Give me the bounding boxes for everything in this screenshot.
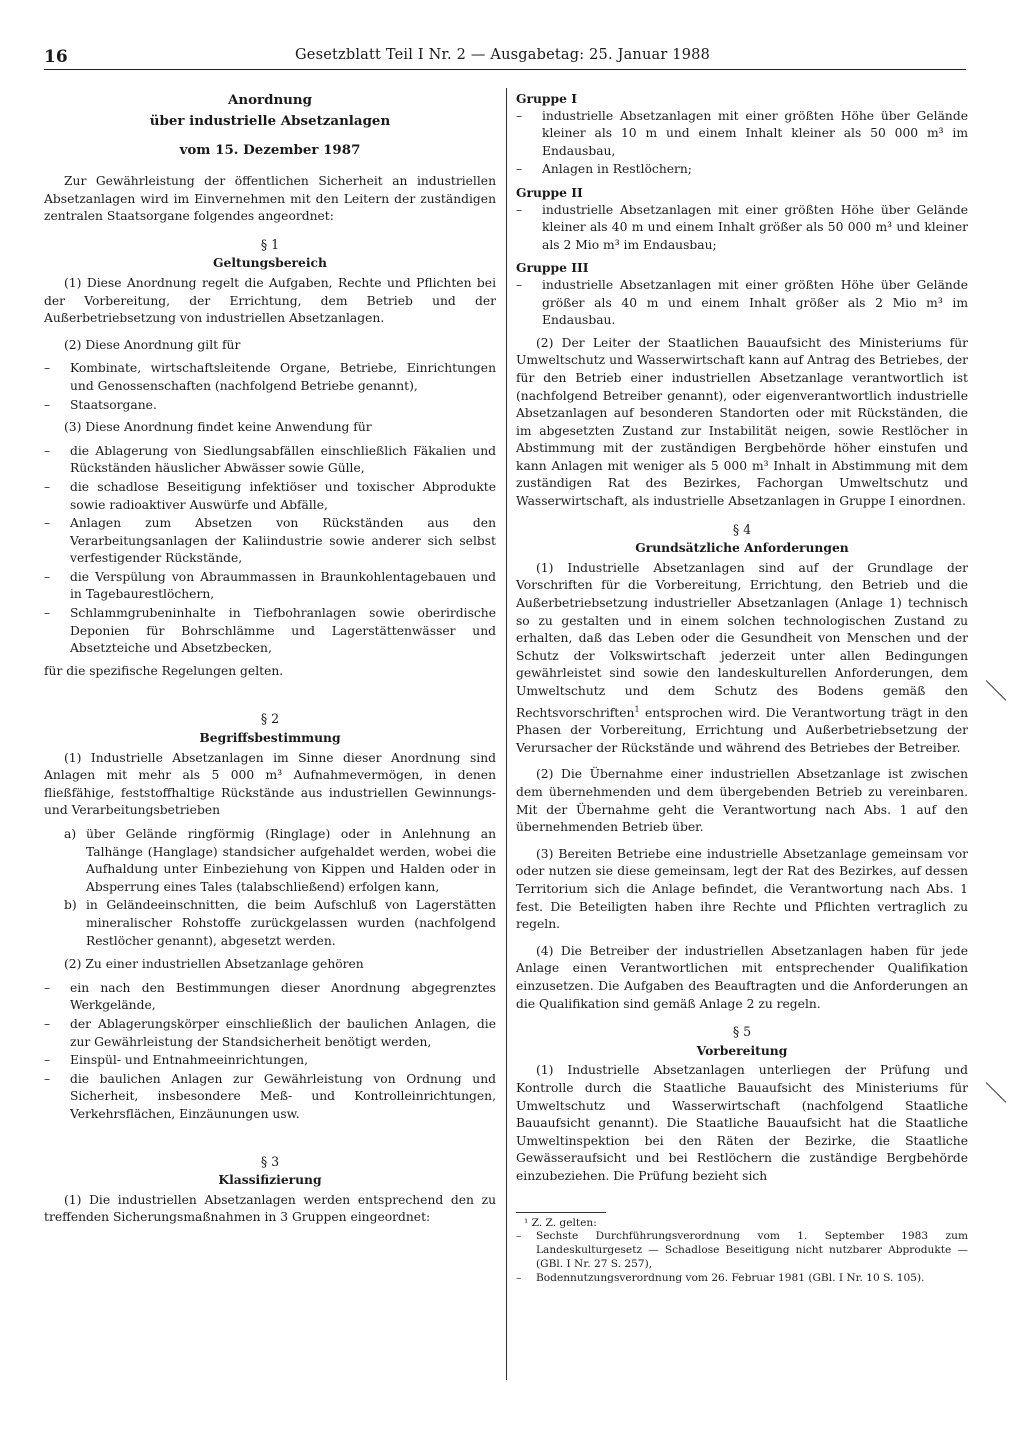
- list-item: – Anlagen zum Absetzen von Rückständen aus den Verarbeitungsanlagen der Kaliindustrie sowie anderer sich selbst verfestigender Rückstände,: [44, 516, 496, 566]
- dash-mark: –: [516, 1271, 522, 1284]
- group-2: [516, 184, 968, 254]
- section-3-number: § 3: [260, 1153, 280, 1169]
- group-label: Gruppe III: [516, 260, 589, 276]
- dash-mark: –: [44, 443, 51, 458]
- page-number: 16: [44, 47, 68, 67]
- right-column: [516, 90, 968, 1286]
- list-letter: b): [64, 898, 77, 913]
- section-5-number: § 5: [732, 1024, 752, 1040]
- footnote-item: – Sechste Durchführungsverordnung vom 1. September 1983 zum Landeskulturgesetz — Schadlose Beseitigung nicht nutzbarer Abprodukte — (GBl. I Nr. 27 S. 257),: [516, 1230, 968, 1270]
- section-4-number: § 4: [732, 521, 752, 537]
- footnote-intro: ¹ Z. Z. gelten:: [524, 1216, 597, 1229]
- group-label: Gruppe II: [516, 184, 583, 200]
- dash-mark: –: [44, 569, 51, 584]
- margin-pencil-mark: [986, 680, 1007, 701]
- s1-p2-list: [44, 360, 496, 414]
- s1-p3-tail: für die spezifische Regelungen gelten.: [44, 663, 284, 678]
- list-item: – die Verspülung von Abraummassen in Braunkohlentagebauen und in Tagebaurestlöchern,: [44, 569, 496, 602]
- list-item: – Anlagen in Restlöchern;: [516, 161, 968, 179]
- dash-mark: –: [516, 1230, 522, 1243]
- list-letter: a): [64, 827, 77, 841]
- footnote-item: – Bodennutzungsverordnung vom 26. Februar 1981 (GBl. I Nr. 10 S. 105).: [516, 1271, 925, 1284]
- section-2-title: Begriffsbestimmung: [199, 730, 341, 746]
- section-4-title: Grundsätzliche Anforderungen: [635, 540, 849, 556]
- list-item: – industrielle Absetzanlagen mit einer größten Höhe über Gelände kleiner als 40 m und einem Inhalt größer als 50 000 m³ und kleiner als 2 Mio m³ im Endausbau;: [516, 202, 968, 252]
- dash-mark: –: [516, 202, 523, 217]
- dash-mark: –: [516, 108, 523, 123]
- list-item: – die schadlose Beseitigung infektiöser und toxischer Abprodukte sowie radioaktiver Auswürfe und Abfälle,: [44, 479, 496, 512]
- section-5-title: Vorbereitung: [696, 1042, 788, 1058]
- dash-mark: –: [44, 479, 51, 494]
- list-item: b) in Geländeeinschnitten, die beim Aufschluß von Lagerstätten mineralischer Rohstoffe zurückgelassen wurden (nachfolgend Restlöcher genannt), abgesetzt werden.: [64, 898, 496, 948]
- s5-paragraph-1: (1) Industrielle Absetzanlagen unterliegen der Prüfung und Kontrolle durch die Staatliche Bauaufsicht des Ministeriums für Umweltschutz und Wasserwirtschaft (nachfolgend Staatliche Bauaufsicht genannt). Die Staatliche Bauaufsicht hat die Staatliche Umweltinspektion bei den Räten der Bezirke, die Staatliche Gewässeraufsicht und bei Restlöchern die zuständige Bergbehörde einzubeziehen. Die Prüfung bezieht sich: [516, 1063, 968, 1183]
- s3-paragraph-2: (2) Der Leiter der Staatlichen Bauaufsicht des Ministeriums für Umweltschutz und Wasserwirtschaft kann auf Antrag des Betriebes, der für den Betrieb einer industriellen Absetzanlage verantwortlich ist (nachfolgend Betreiber genannt), oder eigenverantwortlich industrielle Absetzanlagen auf besonderen Standorten oder mit Rückständen, die im abgesetzten Zustand zur Instabilität neigen, sowie Restlöcher in Abstimmung mit der zuständigen Bergbehörde höher einstufen und kann Anlagen mit weniger als 5 000 m³ Inhalt in Abstimmung mit dem zuständigen Rat des Bezirkes, Fachorgan Umweltschutz und Wasserwirtschaft, als industrielle Absetzanlagen in Gruppe I einordnen.: [516, 335, 968, 509]
- s1-p3-list: [44, 443, 496, 658]
- list-item: – Einspül- und Entnahmeeinrichtungen,: [44, 1052, 496, 1070]
- dash-mark: –: [44, 980, 51, 995]
- s1-paragraph-3: (3) Diese Anordnung findet keine Anwendung für: [64, 420, 372, 435]
- section-1-number: § 1: [260, 236, 280, 252]
- group-3: [516, 259, 968, 329]
- s4-paragraph-4: (4) Die Betreiber der industriellen Absetzanlagen haben für jede Anlage einen Verantwortlichen mit entsprechender Qualifikation einzusetzen. Die Aufgaben des Beauftragten und die Anforderungen an die Qualifikation sind gemäß Anlage 2 zu regeln.: [516, 943, 968, 1011]
- section-3-title: Klassifizierung: [218, 1172, 322, 1188]
- title-gap: [44, 132, 496, 140]
- list-item: – industrielle Absetzanlagen mit einer größten Höhe über Gelände größer als 40 m und einem Inhalt größer als 2 Mio m³ im Endausbau.: [516, 277, 968, 328]
- dash-mark: –: [44, 606, 51, 621]
- group-1: [516, 90, 968, 179]
- list-item: – industrielle Absetzanlagen mit einer größten Höhe über Gelände kleiner als 10 m und einem Inhalt kleiner als 50 000 m³ im Endausbau,: [516, 108, 968, 158]
- list-item: – Kombinate, wirtschaftsleitende Organe, Betriebe, Einrichtungen und Genossenschaften (nachfolgend Betriebe genannt),: [44, 361, 496, 393]
- dash-mark: –: [44, 1053, 51, 1068]
- s4-paragraph-2: (2) Die Übernahme einer industriellen Absetzanlage ist zwischen dem übernehmenden und dem übergebenden Betrieb zu vereinbaren. Mit der Übernahme geht die Verantwortung nach Abs. 1 auf den übernehmenden Betrieb über.: [516, 767, 968, 835]
- s1-paragraph-1: (1) Diese Anordnung regelt die Aufgaben, Rechte und Pflichten bei der Vorbereitung, der Errichtung, dem Betrieb und der Außerbetriebsetzung von industriellen Absetzanlagen.: [44, 275, 496, 326]
- dash-mark: –: [44, 516, 51, 531]
- s4-paragraph-1: (1) Industrielle Absetzanlagen sind auf der Grundlage der Vorschriften für die Vorbereitung, Errichtung, den Betrieb und die Außerbetriebsetzung industrieller Absetzanlagen (Anlage 1) technisch so zu gestalten und in einem solchen technologischen Zustand zu erhalten, daß das Leben oder die Gesundheit von Menschen und der Schutz der Volkswirtschaft jederzeit unter allen Bedingungen gewährleistet sind sowie den landeskulturellen Anforderungen, dem Umweltschutz und dem Schutz des Bodens gemäß den Rechtsvorschriften$^1$ entsprochen wird. Die Verantwortung trägt in den Phasen der Vorbereitung, Errichtung und Außerbetriebsetzung der Verursacher der Rückstände und während des Betriebes der Betreiber.: [516, 560, 968, 755]
- title-line-2: über industrielle Absetzanlagen: [149, 113, 391, 129]
- group-1-list: [516, 108, 968, 179]
- dash-mark: –: [516, 277, 523, 292]
- list-item: – der Ablagerungskörper einschließlich der baulichen Anlagen, die zur Gewährleistung der Standsicherheit benötigt werden,: [44, 1016, 496, 1049]
- dash-mark: –: [44, 1071, 51, 1086]
- margin-pencil-mark: [986, 1082, 1007, 1103]
- list-item: – die Ablagerung von Siedlungsabfällen einschließlich Fäkalien und Rückständen häuslicher Abwässer sowie Gülle,: [44, 443, 496, 476]
- column-divider: [506, 88, 507, 1380]
- document-title: [44, 90, 496, 161]
- group-2-list: [516, 202, 968, 255]
- title-line-1: Anordnung: [227, 92, 313, 108]
- group-3-list: [516, 277, 968, 330]
- page-header: [44, 47, 966, 70]
- dash-mark: –: [44, 397, 51, 412]
- s2-p2-list: [44, 980, 496, 1124]
- left-column: [44, 90, 496, 1233]
- section-2-number: § 2: [260, 711, 280, 727]
- s2-paragraph-2: (2) Zu einer industriellen Absetzanlage gehören: [64, 957, 364, 972]
- footnote-ref[interactable]: 1: [634, 704, 640, 714]
- group-label: Gruppe I: [516, 91, 577, 106]
- list-item: a) über Gelände ringförmig (Ringlage) oder in Anlehnung an Talhänge (Hanglage) standsicher aufgehaldet werden, wobei die Aufhaldung unter Einbeziehung von Kippen und Halden oder in Absperrung eines Tales (talabschließend) erfolgen kann,: [64, 827, 496, 894]
- list-item: – Schlammgrubeninhalte in Tiefbohranlagen sowie oberirdische Deponien für Bohrschlämme und Lagerstättenwässer und Absetzteiche und Absetzbecken,: [44, 606, 496, 656]
- list-item: – Staatsorgane.: [44, 397, 496, 415]
- s3-paragraph-1: (1) Die industriellen Absetzanlagen werden entsprechend den zu treffenden Sicherungsmaßnahmen in 3 Gruppen eingeordnet:: [44, 1192, 496, 1225]
- footnotes: [516, 1217, 968, 1286]
- title-line-3: vom 15. Dezember 1987: [179, 142, 361, 158]
- dash-mark: –: [44, 361, 51, 376]
- dash-mark: –: [44, 1016, 51, 1031]
- s4-paragraph-3: (3) Bereiten Betriebe eine industrielle Absetzanlage gemeinsam vor oder nutzen sie diese gemeinsam, legt der Rat des Bezirkes, auf dessen Territorium sich die Anlage befindet, die Verantwortung nach Abs. 1 fest. Die Beteiligten haben ihre Rechte und Pflichten vertraglich zu regeln.: [516, 846, 968, 932]
- s2-paragraph-1: (1) Industrielle Absetzanlagen im Sinne dieser Anordnung sind Anlagen mit mehr als 5 000 m³ Aufnahmevermögen, in denen fließfähige, feststoffhaltige Rückstände aus industriellen Gewinnungs- und Verarbeitungsbetrieben: [44, 750, 496, 818]
- s1-paragraph-2: (2) Diese Anordnung gilt für: [64, 337, 241, 352]
- list-item: – die baulichen Anlagen zur Gewährleistung von Ordnung und Sicherheit, insbesondere Meß- und Kontrolleinrichtungen, Verkehrsflächen, Einzäunungen usw.: [44, 1071, 496, 1121]
- dash-mark: –: [516, 162, 523, 177]
- running-title: Gesetzblatt Teil I Nr. 2 — Ausgabetag: 25. Januar 1988: [295, 47, 710, 63]
- list-item: – ein nach den Bestimmungen dieser Anordnung abgegrenztes Werkgelände,: [44, 980, 496, 1013]
- section-1-title: Geltungsbereich: [213, 255, 327, 271]
- footnote-divider: [516, 1212, 606, 1213]
- preamble: Zur Gewährleistung der öffentlichen Sicherheit an industriellen Absetzanlagen wird im Einvernehmen mit den Leitern der zuständigen zentralen Staatsorgane folgendes angeordnet:: [44, 174, 496, 224]
- s2-p1-list: [44, 826, 496, 950]
